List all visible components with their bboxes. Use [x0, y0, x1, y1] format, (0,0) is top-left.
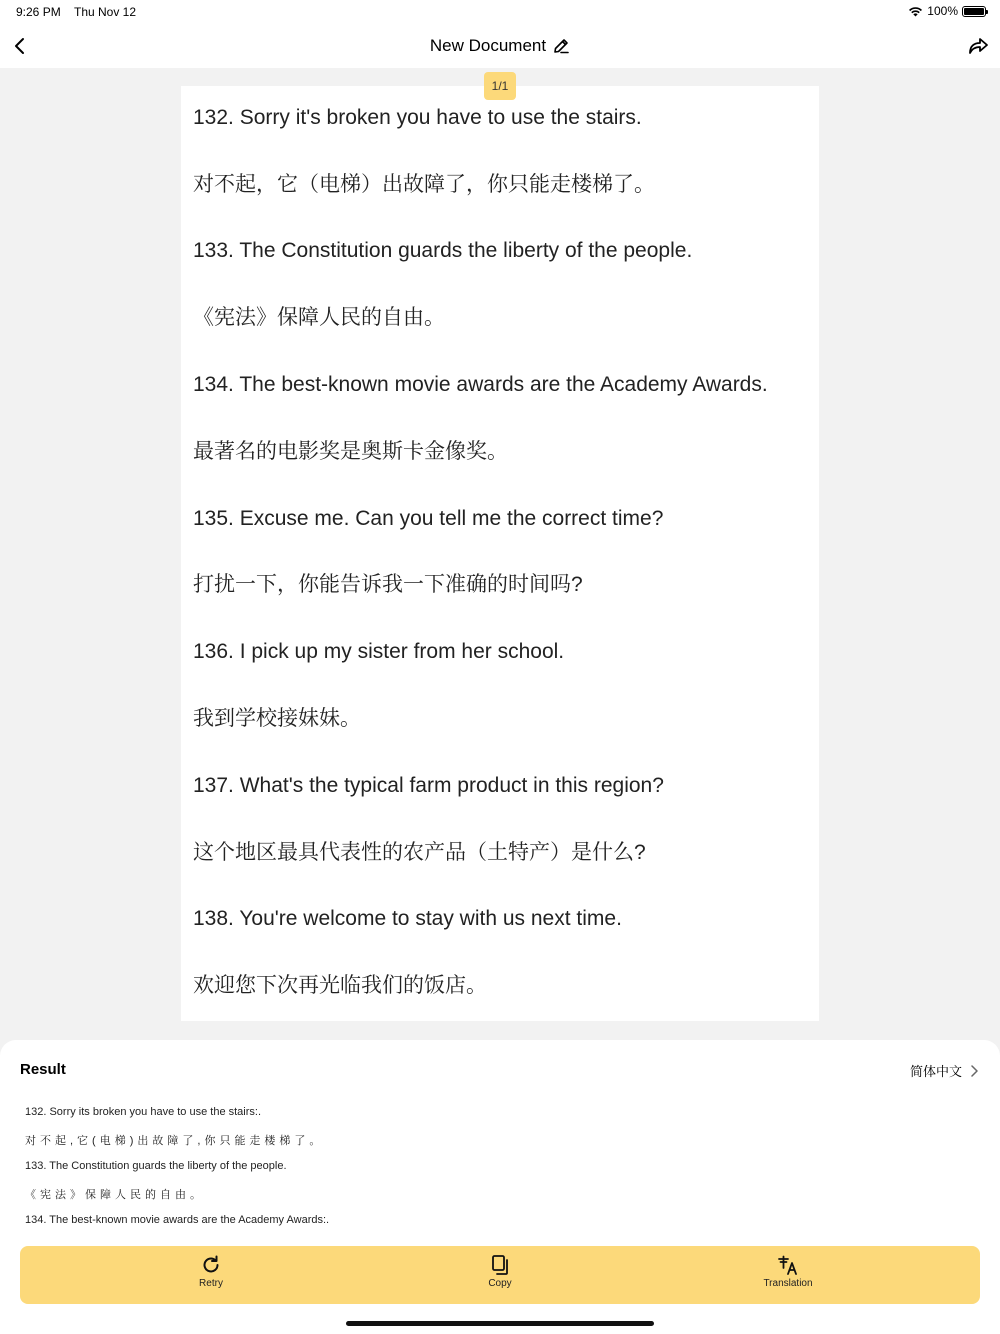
battery-icon — [962, 6, 986, 17]
translation-label: Translation — [763, 1278, 813, 1289]
document-page[interactable] — [181, 86, 819, 1021]
copy-icon — [489, 1254, 511, 1276]
doc-line: 135. Excuse me. Can you tell me the correct time? — [193, 507, 664, 530]
result-line: 对不起,它(电梯)出故障了,你只能走楼梯了。 — [25, 1135, 325, 1147]
action-bar — [20, 1246, 980, 1304]
wifi-icon — [908, 6, 923, 17]
doc-line: 欢迎您下次再光临我们的饭店。 — [193, 974, 487, 997]
translate-icon — [777, 1254, 799, 1276]
retry-label: Retry — [199, 1278, 223, 1289]
share-icon[interactable] — [966, 34, 990, 58]
document-title[interactable]: New Document — [429, 36, 547, 55]
doc-line: 这个地区最具代表性的农产品（土特产）是什么? — [193, 841, 646, 864]
status-indicators — [908, 4, 986, 18]
doc-line: 我到学校接妹妹。 — [193, 707, 361, 730]
status-date: Thu Nov 12 — [74, 5, 137, 19]
retry-icon — [200, 1254, 222, 1276]
doc-line: 打扰一下，你能告诉我一下准确的时间吗? — [193, 573, 583, 596]
doc-line: 《宪法》保障人民的自由。 — [193, 306, 445, 329]
doc-line: 133. The Constitution guards the liberty of the people. — [193, 239, 693, 262]
result-title: Result — [20, 1061, 66, 1078]
result-panel — [0, 1040, 1000, 1334]
pencil-edit-icon[interactable] — [552, 37, 570, 55]
doc-line: 137. What's the typical farm product in this region? — [193, 774, 664, 797]
copy-button[interactable] — [440, 1254, 560, 1289]
result-line: 134. The best-known movie awards are the Academy Awards:. — [25, 1214, 330, 1226]
document-preview[interactable] — [0, 68, 1000, 1040]
doc-line: 134. The best-known movie awards are the Academy Awards. — [193, 373, 768, 396]
result-line: 132. Sorry its broken you have to use the stairs:. — [25, 1106, 262, 1118]
doc-line: 132. Sorry it's broken you have to use the stairs. — [193, 106, 642, 129]
result-line: 133. The Constitution guards the liberty of the people. — [25, 1160, 287, 1172]
navigation-bar — [0, 24, 1000, 68]
page-indicator: 1/1 — [484, 72, 516, 100]
doc-line: 最著名的电影奖是奥斯卡金像奖。 — [193, 440, 508, 463]
language-selector[interactable] — [910, 1061, 978, 1080]
chevron-right-icon[interactable] — [970, 1065, 978, 1077]
document-title-group[interactable] — [0, 36, 1000, 56]
status-bar — [0, 0, 1000, 24]
translation-button[interactable] — [728, 1254, 848, 1289]
doc-line: 138. You're welcome to stay with us next time. — [193, 907, 622, 930]
doc-line: 对不起，它（电梯）出故障了，你只能走楼梯了。 — [193, 173, 655, 196]
language-label[interactable]: 简体中文 — [909, 1064, 962, 1079]
retry-button[interactable] — [151, 1254, 271, 1289]
result-line: 《宪法》保障人民的自由。 — [25, 1189, 205, 1201]
doc-line: 136. I pick up my sister from her school. — [193, 640, 565, 663]
home-indicator[interactable] — [346, 1321, 654, 1326]
copy-label: Copy — [488, 1278, 512, 1289]
battery-percent: 100% — [927, 4, 958, 18]
status-time: 9:26 PM — [16, 5, 61, 19]
